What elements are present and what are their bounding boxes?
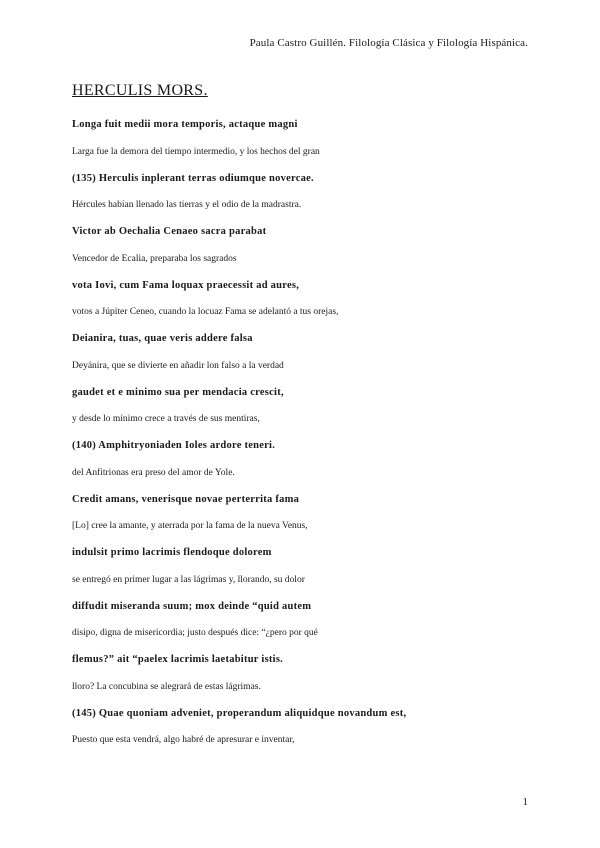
spanish-translation-line: Larga fue la demora del tiempo intermedio, y los hechos del gran (72, 146, 320, 157)
latin-verse-line: (140) Amphitryoniaden Ioles ardore teneri. (72, 440, 276, 451)
latin-verse-line: diffudit miseranda suum; mox deinde “quid autem (72, 600, 312, 612)
spanish-translation-line: Hércules habían llenado las tierras y el odio de la madrastra. (72, 200, 302, 211)
latin-verse-line: (135) Herculis inplerant terras odiumque novercae. (72, 172, 314, 184)
spanish-translation-line: votos a Júpiter Ceneo, cuando la locuaz Fama se adelantó a tus orejas, (72, 307, 339, 318)
spanish-translation-line: del Anfitrionas era preso del amor de Yole. (72, 467, 235, 478)
page-number: 1 (522, 796, 528, 808)
latin-verse-line: (145) Quae quoniam adveniet, properandum aliquidque novandum est, (72, 707, 407, 719)
text-body (72, 119, 532, 761)
spanish-translation-line: lloro? La concubina se alegrará de estas lágrimas. (72, 681, 261, 692)
spanish-translation-line: [Lo] cree la amante, y aterrada por la fama de la nueva Venus, (72, 521, 308, 532)
latin-verse-line: flemus?” ait “paelex lacrimis laetabitur istis. (72, 654, 284, 665)
latin-verse-line: Longa fuit medii mora temporis, actaque magni (72, 119, 298, 130)
spanish-translation-line: y desde lo mínimo crece a través de sus mentiras, (72, 414, 260, 425)
latin-verse-line: Credit amans, venerisque novae perterrita fama (72, 493, 300, 505)
latin-verse-line: gaudet et e minimo sua per mendacia crescit, (72, 386, 284, 398)
spanish-translation-line: Vencedor de Ecalia, preparaba los sagrados (72, 253, 237, 264)
page-title: HERCULIS MORS. (72, 82, 208, 99)
latin-verse-line: indulsit primo lacrimis flendoque dolorem (72, 547, 272, 558)
spanish-translation-line: disipo, digna de misericordia; justo después dice: “¿pero por qué (72, 628, 318, 639)
page-header: Paula Castro Guillén. Filología Clásica y Filología Hispánica. (249, 37, 528, 49)
spanish-translation-line: Deyánira, que se divierte en añadir lon falso a la verdad (72, 360, 284, 371)
spanish-translation-line: Puesto que esta vendrá, algo habré de apresurar e inventar, (72, 735, 295, 746)
latin-verse-line: Deianira, tuas, quae veris addere falsa (72, 333, 253, 344)
latin-verse-line: vota Iovi, cum Fama loquax praecessit ad aures, (72, 279, 300, 291)
spanish-translation-line: se entregó en primer lugar a las lágrimas y, llorando, su dolor (72, 574, 305, 585)
latin-verse-line: Victor ab Oechalia Cenaeo sacra parabat (72, 226, 267, 237)
